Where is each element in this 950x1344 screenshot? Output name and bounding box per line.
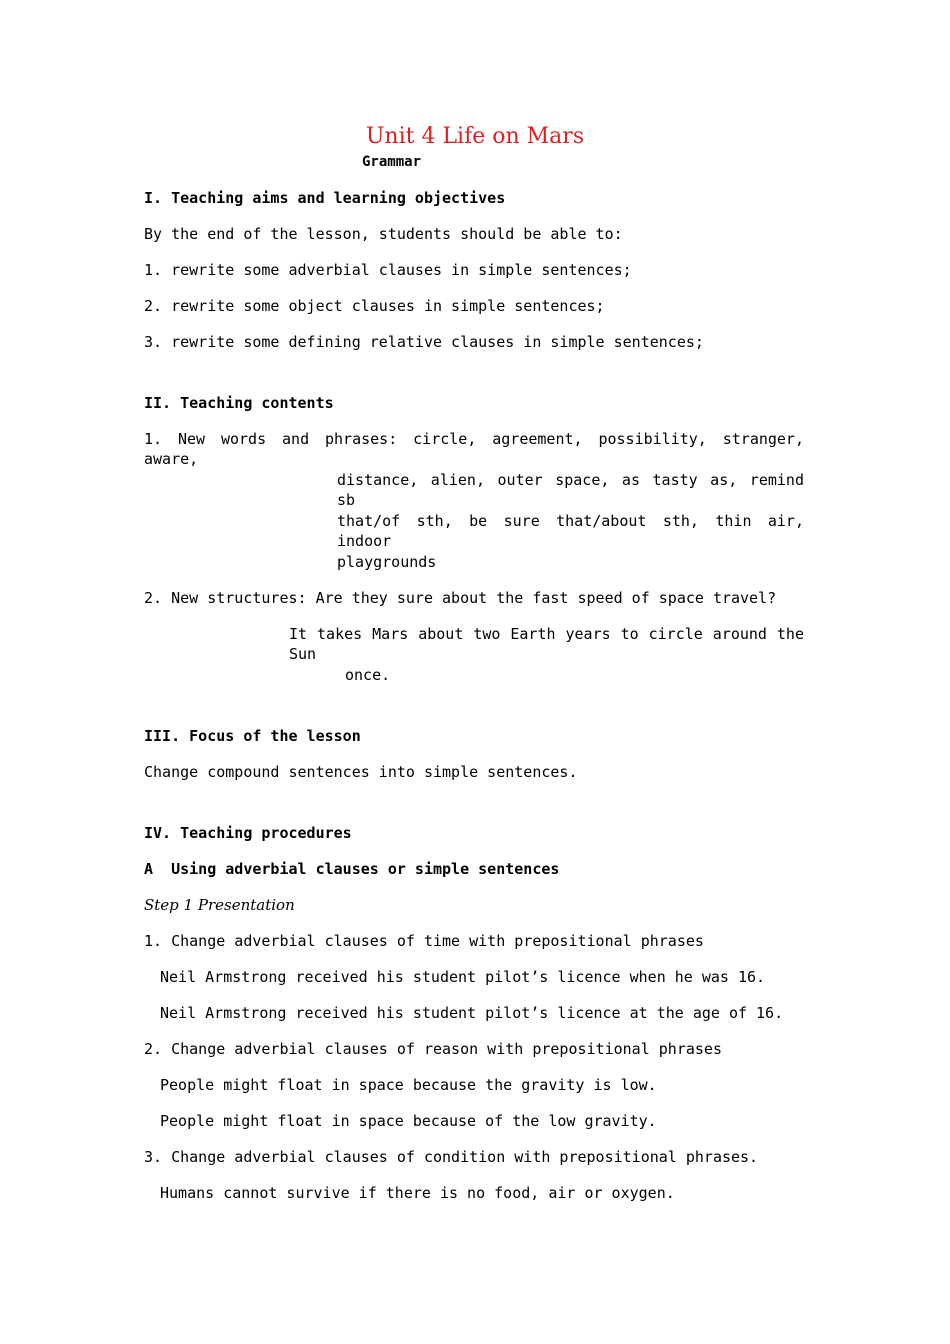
procedures-subheading: A Using adverbial clauses or simple sentences (144, 860, 560, 878)
procedure-line: Neil Armstrong received his student pilot’s licence when he was 16. (160, 968, 766, 986)
document-title: Unit 4 Life on Mars (365, 124, 585, 149)
section-heading-focus: III. Focus of the lesson (144, 727, 361, 745)
aims-item: 2. rewrite some object clauses in simple sentences; (144, 297, 605, 315)
procedure-line: People might float in space because of the low gravity. (160, 1112, 657, 1130)
new-structures-line: once. (345, 666, 391, 684)
step-label: Step 1 Presentation (144, 896, 295, 914)
new-words-line: that/of sth, be sure that/about sth, thin air, indoor (337, 512, 804, 550)
new-words-line: playgrounds (337, 553, 437, 571)
document-subtitle: Grammar (362, 154, 422, 170)
focus-text: Change compound sentences into simple sentences. (144, 763, 578, 781)
procedure-line: 1. Change adverbial clauses of time with prepositional phrases (144, 932, 704, 950)
procedure-line: 2. Change adverbial clauses of reason with prepositional phrases (144, 1040, 722, 1058)
procedure-line: People might float in space because the gravity is low. (160, 1076, 657, 1094)
section-heading-procedures: IV. Teaching procedures (144, 824, 352, 842)
aims-item: 1. rewrite some adverbial clauses in simple sentences; (144, 261, 632, 279)
procedure-line: 3. Change adverbial clauses of condition with prepositional phrases. (144, 1148, 759, 1166)
aims-item: 3. rewrite some defining relative clauses in simple sentences; (144, 333, 704, 351)
aims-intro: By the end of the lesson, students should be able to: (144, 225, 623, 243)
new-words-line: distance, alien, outer space, as tasty as, remind sb (337, 471, 804, 509)
new-structures-line: It takes Mars about two Earth years to circle around the Sun (289, 625, 804, 663)
procedure-line: Neil Armstrong received his student pilot’s licence at the age of 16. (160, 1004, 784, 1022)
new-words-line: 1. New words and phrases: circle, agreement, possibility, stranger, aware, (144, 430, 804, 468)
procedure-line: Humans cannot survive if there is no food, air or oxygen. (160, 1184, 675, 1202)
section-heading-aims: I. Teaching aims and learning objectives (144, 189, 506, 207)
new-structures-line: 2. New structures: Are they sure about the fast speed of space travel? (144, 589, 777, 607)
section-heading-contents: II. Teaching contents (144, 394, 334, 412)
